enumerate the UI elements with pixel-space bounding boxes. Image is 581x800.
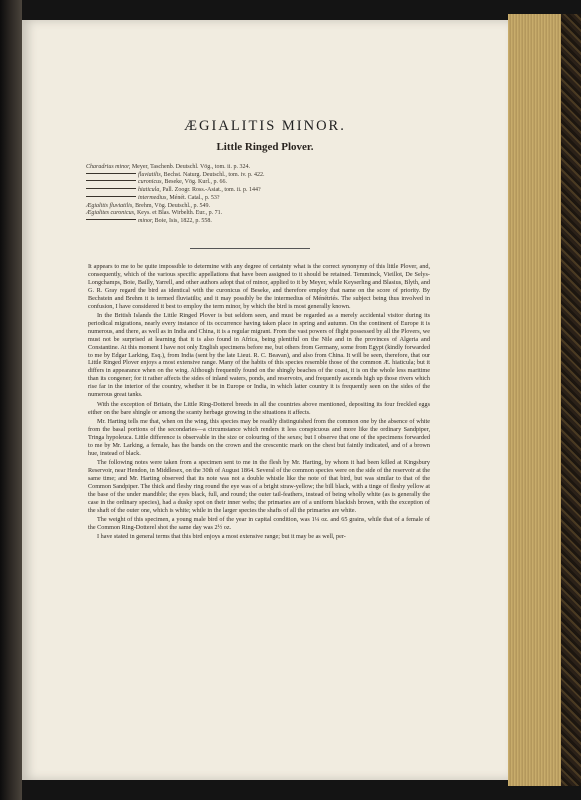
body-paragraph: The weight of this specimen, a young male bird of the year in capital condition, was 1¼ oz. and 65 grains, while that of a female of the Common Ring-Dotterel shot the same day was 2½ oz. <box>88 516 430 531</box>
page-subtitle: Little Ringed Plover. <box>216 141 314 153</box>
synonym-reference: Brehm, Vög. Deutschl., p. 549. <box>135 202 211 209</box>
synonym-species: intermedius, <box>138 194 168 201</box>
synonym-entry <box>86 210 446 218</box>
ditto-dash <box>86 180 136 181</box>
synonym-species: curonicus, <box>138 179 163 186</box>
synonym-entry <box>86 218 446 226</box>
body-paragraph: It appears to me to be quite impossible to determine with any degree of certainty what is the correct synonymy of this little Plover, and, consequently, which of the various specific appellations that have been assigned to it should be retained. Temminck, Vieillot, De Selys-Longchamps, Boie, Bailly, Yarrell, and other authors adopt that of minor, applied to it by Meyer, while Keyserling and Blasius, Blyth, and G. R. Gray regard the bird as identical with the curonicus of Beseke, and therefore employ that name on the score of priority. By Bechstein and Brehm it is termed fluviatilis; and it may possibly be the intermedius of Ménétriés. The subject being thus involved in confusion, I have considered it best to employ the term minor, by which the bird is most generally known. <box>88 263 430 310</box>
synonym-entry <box>86 203 446 211</box>
body-paragraph: I have stated in general terms that this bird enjoys a most extensive range; but it may be as well, per- <box>97 533 346 541</box>
book-page <box>22 20 508 780</box>
synonym-reference: Beseke, Vög. Kurl., p. 66. <box>164 179 228 186</box>
section-divider <box>190 248 310 249</box>
synonym-reference: Keys. et Blas. Wirbelth. Eur., p. 71. <box>136 210 223 217</box>
book-cover-edge <box>561 14 581 786</box>
synonym-species: hiaticula, <box>138 187 161 194</box>
ditto-dash <box>86 219 136 220</box>
ditto-dash <box>86 196 136 197</box>
synonym-reference: Ménét. Catal., p. 53? <box>169 194 220 201</box>
body-text <box>88 263 430 543</box>
body-paragraph: The following notes were taken from a specimen sent to me in the flesh by Mr. Harting, by whom it had been killed at Kingsbury Reservoir, near Hendon, in Middlesex, on the 30th of August 1864. Several of the common species were on the side of the reservoir at the same time; and Mr. Harting observed that its note was not a double whistle like the note of that bird, but was similar to that of the Common Sandpiper. The thick and fleshy ring round the eye was of a bright straw-yellow; the bill black, with a tinge of fleshy yellow at the base of the under mandible; the eyes black, full, and round; the outer tail-feathers, instead of being wholly white (as is generally the case in the ordinary species), had a dusky spot on their inner webs; the primaries are of a uniform blackish brown, with the exception of the shaft of the outer one, which is white; while in the larger species the shafts of all the primaries are white. <box>88 459 430 514</box>
synonym-reference: Bechst. Naturg. Deutschl., tom. iv. p. 422. <box>163 171 265 178</box>
synonym-species: Ægialites curonicus, <box>86 210 136 217</box>
book-left-edge <box>0 0 22 800</box>
synonym-reference: Pall. Zoogr. Ross.-Asiat., tom. ii. p. 144? <box>162 187 261 194</box>
page-title: ÆGIALITIS MINOR. <box>184 118 346 134</box>
synonym-species: Charadrius minor, <box>86 164 131 170</box>
synonym-entry <box>86 179 446 187</box>
ditto-dash <box>86 188 136 189</box>
synonymy-list <box>86 164 446 226</box>
synonym-species: minor, <box>138 217 154 224</box>
book-fore-edge <box>508 14 581 786</box>
synonym-entry <box>86 172 446 180</box>
body-paragraph: In the British Islands the Little Ringed Plover is but seldom seen, and must be regarded as a merely accidental visitor during its periodical migrations, nearly every instance of its occurrence having taken place in spring and autumn. On the continent of Europe it is numerous, and there, as well as in India and China, it is a regular migrant. From the vast powers of flight possessed by all the Plovers, we must not be surprised at learning that it is also found in Africa, being plentiful on the Nile and in the provinces of Algeria and Constantine. At this moment I have not only English specimens before me, but others from Germany, some from Egypt (kindly forwarded to me by Edgar Larking, Esq.), from India (sent by the late Lieut. R. C. Beavan), and also from China. It will be seen, therefore, that our Little Ringed Plover enjoys a most extensive range. Many of the habits of this species resemble those of the common Æ. hiaticula; but it differs in appearance when on the wing. Although frequently found on the shingly beaches of the coast, it is on the whole less maritime than its congener; for it rather affects the sides of inland waters, ponds, and reservoirs, and frequently ascends high up those rivers which rise far in the interior of the country, whether it be in Europe or India, in which latter country it is frequently seen on the sides of the numerous great tanks. <box>88 312 430 399</box>
synonym-reference: Boie, Isis, 1822, p. 558. <box>154 217 212 224</box>
ditto-dash <box>86 173 136 174</box>
synonym-entry <box>86 164 446 172</box>
synonym-entry <box>86 187 446 195</box>
synonym-reference: Meyer, Taschenb. Deutschl. Vög., tom. ii. p. 324. <box>131 164 250 170</box>
body-paragraph: With the exception of Britain, the Little Ring-Dotterel breeds in all the countries above mentioned, depositing its four freckled eggs either on the bare shingle or among the scanty herbage growing in the situations it affects. <box>88 400 430 416</box>
body-paragraph: Mr. Harting tells me that, when on the wing, this species may be readily distinguished from the common one by the absence of white from the basal portions of the secondaries—a circumstance which renders it less conspicuous and more like the ordinary Sandpiper, Tringa hypoleuca. Little difference is observable in the size or colouring of the sexes; but I observe that one of the specimens forwarded to me by Mr. Larking, a female, has the bands on the crown and the crescentic mark on the chest but faintly indicated, and of a brown hue, instead of black. <box>88 418 430 457</box>
synonym-entry <box>86 195 446 203</box>
synonym-species: fluviatilis, <box>138 171 163 178</box>
synonym-species: Ægialitis fluviatilis, <box>86 202 134 209</box>
